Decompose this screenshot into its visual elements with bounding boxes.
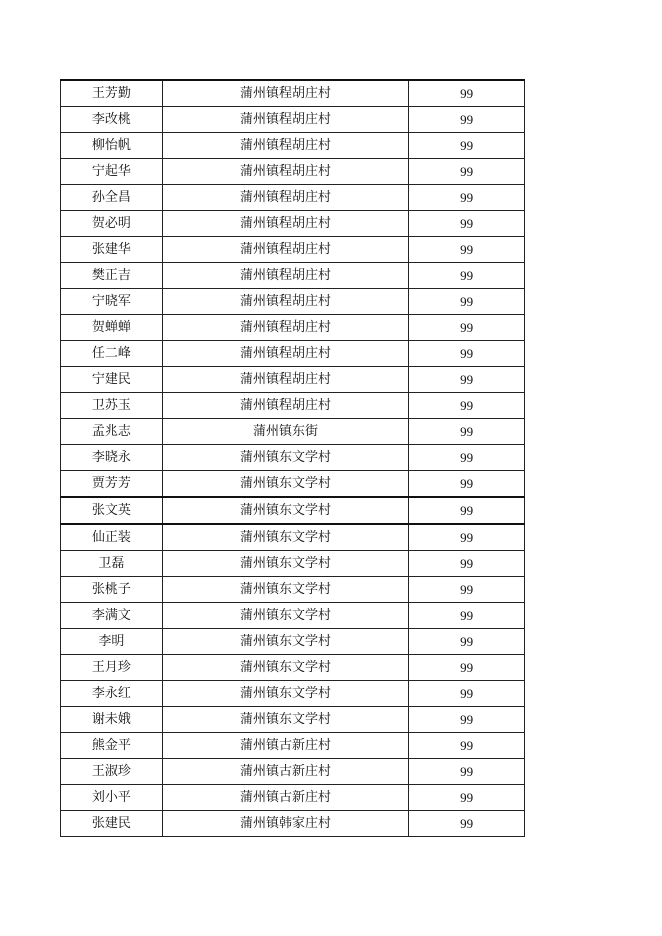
score-cell[interactable]: 99	[409, 367, 525, 393]
address-cell[interactable]: 蒲州镇东文学村	[162, 577, 409, 603]
address-cell[interactable]: 蒲州镇程胡庄村	[162, 107, 409, 133]
address-cell[interactable]: 蒲州镇东文学村	[162, 629, 409, 655]
name-cell[interactable]: 任二峰	[61, 341, 163, 367]
name-cell[interactable]: 卫苏玉	[61, 393, 163, 419]
name-cell[interactable]: 贺蝉蝉	[61, 315, 163, 341]
score-cell[interactable]: 99	[409, 159, 525, 185]
address-cell[interactable]: 蒲州镇东文学村	[162, 445, 409, 471]
score-cell[interactable]: 99	[409, 785, 525, 811]
address-cell[interactable]: 蒲州镇古新庄村	[162, 733, 409, 759]
table-row	[61, 107, 525, 133]
table-row	[61, 237, 525, 263]
name-cell[interactable]: 柳怡帆	[61, 133, 163, 159]
address-cell[interactable]: 蒲州镇古新庄村	[162, 785, 409, 811]
score-cell[interactable]: 99	[409, 289, 525, 315]
address-cell[interactable]: 蒲州镇东文学村	[162, 707, 409, 733]
address-cell[interactable]: 蒲州镇东文学村	[162, 471, 409, 498]
score-cell[interactable]: 99	[409, 263, 525, 289]
table-row	[61, 289, 525, 315]
address-cell[interactable]: 蒲州镇程胡庄村	[162, 289, 409, 315]
score-cell[interactable]: 99	[409, 811, 525, 837]
address-cell[interactable]: 蒲州镇东文学村	[162, 551, 409, 577]
table-row	[61, 681, 525, 707]
table-row	[61, 419, 525, 445]
address-cell[interactable]: 蒲州镇古新庄村	[162, 759, 409, 785]
table-row	[61, 211, 525, 237]
name-cell[interactable]: 王月珍	[61, 655, 163, 681]
table-row	[61, 133, 525, 159]
name-cell[interactable]: 张文英	[61, 497, 163, 524]
score-cell[interactable]: 99	[409, 707, 525, 733]
table-row	[61, 393, 525, 419]
table-row	[61, 524, 525, 551]
name-cell[interactable]: 李晓永	[61, 445, 163, 471]
name-cell[interactable]: 李满文	[61, 603, 163, 629]
address-cell[interactable]: 蒲州镇韩家庄村	[162, 811, 409, 837]
address-cell[interactable]: 蒲州镇程胡庄村	[162, 341, 409, 367]
score-cell[interactable]: 99	[409, 603, 525, 629]
table-row	[61, 315, 525, 341]
table-row	[61, 341, 525, 367]
address-cell[interactable]: 蒲州镇程胡庄村	[162, 263, 409, 289]
table-row	[61, 80, 525, 107]
name-cell[interactable]: 刘小平	[61, 785, 163, 811]
score-cell[interactable]: 99	[409, 107, 525, 133]
table-row	[61, 185, 525, 211]
score-cell[interactable]: 99	[409, 185, 525, 211]
name-cell[interactable]: 李永红	[61, 681, 163, 707]
address-cell[interactable]: 蒲州镇东文学村	[162, 681, 409, 707]
score-cell[interactable]: 99	[409, 471, 525, 498]
address-cell[interactable]: 蒲州镇程胡庄村	[162, 367, 409, 393]
score-cell[interactable]: 99	[409, 577, 525, 603]
name-cell[interactable]: 贺必明	[61, 211, 163, 237]
table-row	[61, 497, 525, 524]
score-cell[interactable]: 99	[409, 445, 525, 471]
table-row	[61, 577, 525, 603]
table-row	[61, 759, 525, 785]
name-cell[interactable]: 宁建民	[61, 367, 163, 393]
table-row	[61, 707, 525, 733]
table-row	[61, 445, 525, 471]
score-cell[interactable]: 99	[409, 524, 525, 551]
score-cell[interactable]: 99	[409, 497, 525, 524]
name-cell[interactable]: 张桃子	[61, 577, 163, 603]
score-cell[interactable]: 99	[409, 681, 525, 707]
table-row	[61, 733, 525, 759]
name-cell[interactable]: 樊正吉	[61, 263, 163, 289]
name-cell[interactable]: 贾芳芳	[61, 471, 163, 498]
address-cell[interactable]: 蒲州镇程胡庄村	[162, 80, 409, 107]
table-row	[61, 603, 525, 629]
table-row	[61, 471, 525, 498]
table-row	[61, 367, 525, 393]
score-cell[interactable]: 99	[409, 133, 525, 159]
name-cell[interactable]: 卫磊	[61, 551, 163, 577]
score-cell[interactable]: 99	[409, 237, 525, 263]
score-cell[interactable]: 99	[409, 341, 525, 367]
score-cell[interactable]: 99	[409, 629, 525, 655]
score-cell[interactable]: 99	[409, 655, 525, 681]
name-cell[interactable]: 宁起华	[61, 159, 163, 185]
score-cell[interactable]: 99	[409, 733, 525, 759]
table-row	[61, 629, 525, 655]
table-row	[61, 655, 525, 681]
name-cell[interactable]: 张建华	[61, 237, 163, 263]
score-cell[interactable]: 99	[409, 759, 525, 785]
name-cell[interactable]: 张建民	[61, 811, 163, 837]
address-cell[interactable]: 蒲州镇程胡庄村	[162, 185, 409, 211]
score-cell[interactable]: 99	[409, 551, 525, 577]
table-row	[61, 159, 525, 185]
address-cell[interactable]: 蒲州镇东文学村	[162, 497, 409, 524]
table-row	[61, 785, 525, 811]
name-cell[interactable]: 孟兆志	[61, 419, 163, 445]
address-cell[interactable]: 蒲州镇程胡庄村	[162, 159, 409, 185]
name-cell[interactable]: 李明	[61, 629, 163, 655]
table-row	[61, 263, 525, 289]
address-cell[interactable]: 蒲州镇东文学村	[162, 524, 409, 551]
table-row	[61, 811, 525, 837]
name-cell[interactable]: 仙正装	[61, 524, 163, 551]
roster-body	[61, 80, 525, 837]
name-cell[interactable]: 孙全昌	[61, 185, 163, 211]
address-cell[interactable]: 蒲州镇程胡庄村	[162, 237, 409, 263]
address-cell[interactable]: 蒲州镇东文学村	[162, 603, 409, 629]
score-cell[interactable]: 99	[409, 211, 525, 237]
address-cell[interactable]: 蒲州镇程胡庄村	[162, 211, 409, 237]
address-cell[interactable]: 蒲州镇程胡庄村	[162, 315, 409, 341]
name-cell[interactable]: 宁晓军	[61, 289, 163, 315]
score-cell[interactable]: 99	[409, 419, 525, 445]
table-row	[61, 551, 525, 577]
name-cell[interactable]: 王淑珍	[61, 759, 163, 785]
roster-table	[60, 79, 525, 837]
score-cell[interactable]: 99	[409, 393, 525, 419]
address-cell[interactable]: 蒲州镇程胡庄村	[162, 393, 409, 419]
address-cell[interactable]: 蒲州镇东文学村	[162, 655, 409, 681]
name-cell[interactable]: 王芳勤	[61, 80, 163, 107]
name-cell[interactable]: 熊金平	[61, 733, 163, 759]
score-cell[interactable]: 99	[409, 80, 525, 107]
address-cell[interactable]: 蒲州镇程胡庄村	[162, 133, 409, 159]
name-cell[interactable]: 李改桃	[61, 107, 163, 133]
name-cell[interactable]: 谢未娥	[61, 707, 163, 733]
address-cell[interactable]: 蒲州镇东街	[162, 419, 409, 445]
score-cell[interactable]: 99	[409, 315, 525, 341]
